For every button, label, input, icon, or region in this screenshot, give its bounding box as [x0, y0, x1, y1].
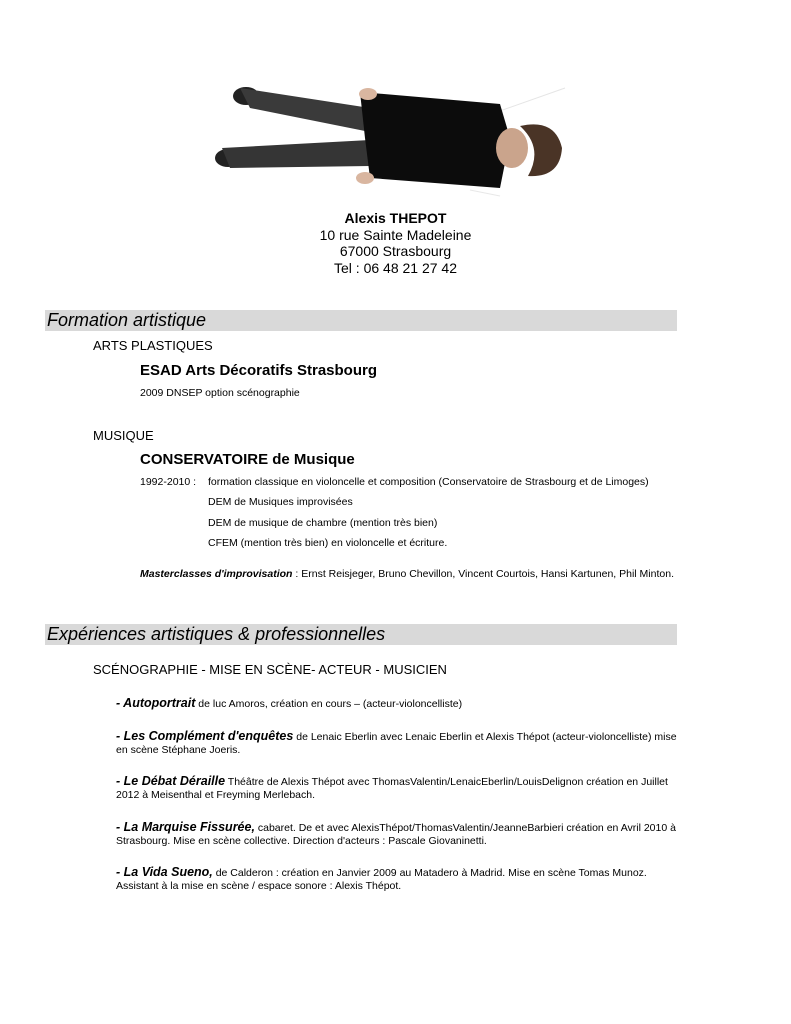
experience-item [116, 775, 682, 802]
masterclass-label: Masterclasses d'improvisation [140, 568, 293, 580]
music-line: CFEM (mention très bien) en violoncelle et écriture. [208, 537, 448, 549]
music-line: DEM de Musiques improvisées [208, 496, 353, 508]
experience-item [116, 730, 682, 757]
section-title: Expériences artistiques & professionnelles [47, 624, 386, 644]
experience-text: de luc Amoros, création en cours – (acteur-violoncelliste) [195, 698, 463, 710]
experience-title: - Les Complément d'enquêtes [116, 729, 294, 743]
masterclasses [116, 568, 682, 581]
music-line: formation classique en violoncelle et composition (Conservatoire de Strasbourg et de Limoges) [208, 476, 649, 488]
category-arts: ARTS PLASTIQUES [93, 338, 213, 353]
institution-esad: ESAD Arts Décoratifs Strasbourg [140, 362, 377, 379]
section-experiences [45, 624, 677, 645]
category-music: MUSIQUE [93, 428, 154, 443]
experience-title: - Autoportrait [116, 696, 196, 710]
portrait-photo [210, 78, 570, 200]
masterclass-text: : Ernst Reisjeger, Bruno Chevillon, Vincent Courtois, Hansi Kartunen, Phil Minton. [292, 568, 674, 580]
candidate-name: Alexis THEPOT [344, 210, 447, 226]
music-line: DEM de musique de chambre (mention très bien) [208, 517, 438, 529]
experience-item [116, 697, 682, 711]
experience-title: - La Vida Sueno, [116, 865, 213, 879]
experience-text: cabaret. De et avec AlexisThépot/ThomasValentin/JeanneBarbieri création en Avril 2010 à Strasbourg. Mise en scène collective. Direction d'acteurs : Pascale Giovaninetti. [116, 822, 676, 847]
music-period: 1992-2010 : [140, 476, 197, 488]
experience-text: de Calderon : création en Janvier 2009 au Matadero à Madrid. Mise en scène Tomas Munoz. Assistant à la mise en scène / espace sonore : Alexis Thépot. [116, 867, 647, 892]
phone-number: Tel : 06 48 21 27 42 [334, 259, 457, 276]
degree-detail: 2009 DNSEP option scénographie [140, 387, 300, 399]
contact-block [0, 210, 791, 276]
experience-title: - Le Débat Déraille [116, 774, 226, 788]
experience-text: de Lenaic Eberlin avec Lenaic Eberlin et Alexis Thépot (acteur-violoncelliste) mise en scène Stéphane Joeris. [116, 731, 677, 756]
address-street: 10 rue Sainte Madeleine [319, 226, 472, 243]
experience-item [116, 866, 682, 893]
section-title: Formation artistique [47, 310, 207, 330]
experience-text: Théâtre de Alexis Thépot avec ThomasValentin/LenaicEberlin/LouisDelignon création en Juillet 2012 à Meisenthal et Freyming Merlebach. [116, 776, 668, 801]
experience-title: - La Marquise Fissurée, [116, 820, 255, 834]
experience-item [116, 821, 682, 848]
category-scenography: SCÉNOGRAPHIE - MISE EN SCÈNE- ACTEUR - MUSICIEN [93, 662, 447, 677]
institution-conservatoire: CONSERVATOIRE de Musique [140, 451, 355, 468]
section-formation [45, 310, 677, 331]
address-city: 67000 Strasbourg [339, 243, 452, 259]
